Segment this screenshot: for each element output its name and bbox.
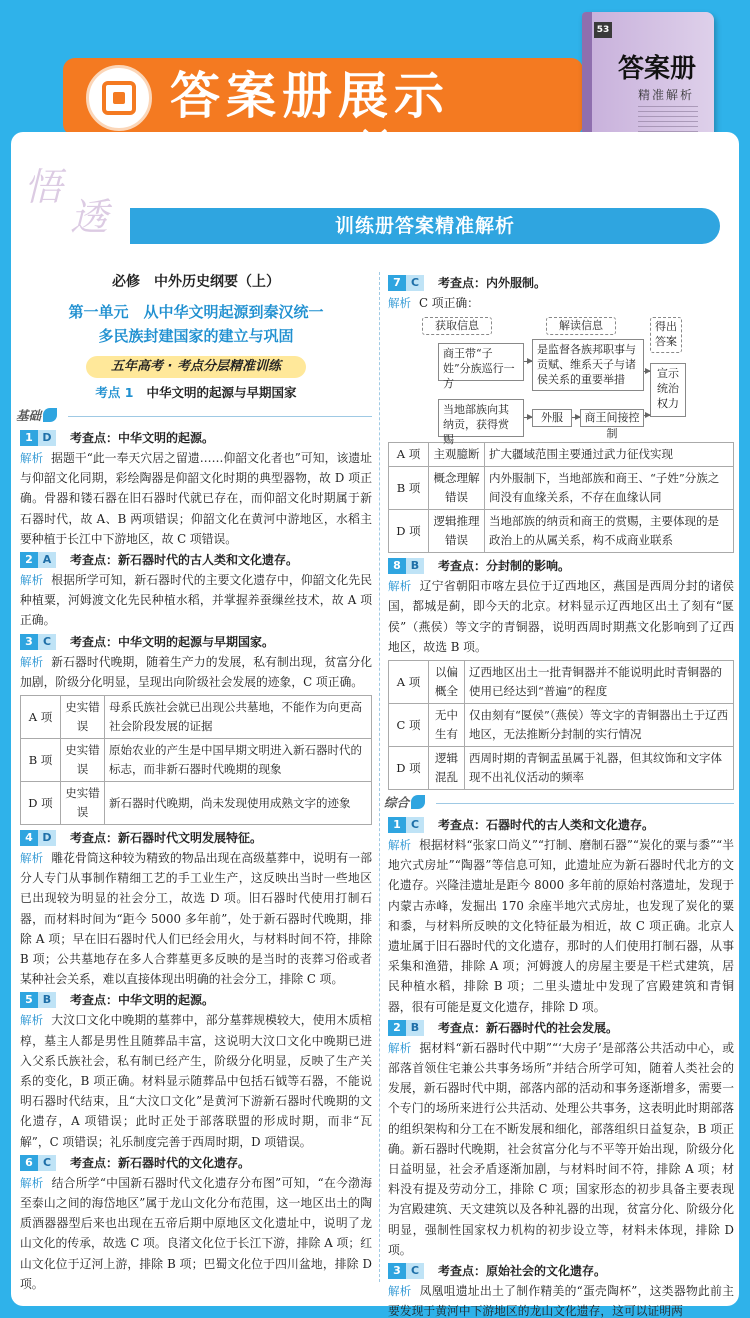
- jiexi-label: 解析: [20, 451, 44, 465]
- explanation: [388, 293, 734, 313]
- explanation-lead: C 项正确：: [419, 296, 479, 310]
- error-type-cell: 无中生有: [429, 704, 465, 747]
- jiexi-label: 解析: [20, 654, 44, 669]
- jiexi-label: 解析: [388, 579, 412, 594]
- table-row: [389, 443, 734, 467]
- error-type-cell: 逻辑混乱: [429, 747, 465, 790]
- kaochadian-label: 考查点：: [70, 1155, 119, 1170]
- table-row: [21, 739, 372, 782]
- explanation-text: 辽宁省朝阳市喀左县位于辽西地区，燕国是西周分封的诸侯国，都城是蓟，即今天的北京。材料显示辽西地区出土了刻有“匽侯”（燕侯）等文字的青铜器，说明西周时期燕文化影响到了辽西地区，故选 B 项。: [388, 579, 734, 654]
- reason-cell: 西周时期的青铜盂虽属于礼器，但其纹饰和文字体现不出礼仪活动的频率: [465, 747, 734, 790]
- explanation: [20, 848, 372, 989]
- question-answer: D: [38, 830, 56, 846]
- zonghe-label: 综合: [384, 795, 410, 811]
- section-bar: [130, 208, 720, 244]
- jiexi-label: 解析: [388, 296, 411, 310]
- error-type-cell: 逻辑推理错误: [429, 510, 485, 553]
- question-point: 原始社会的文化遗存。: [486, 1263, 607, 1278]
- reason-cell: 扩大疆域范围主要通过武力征伐实现: [485, 443, 734, 467]
- reason-cell: 内外服制下，当地部族和商王、“子姓”分族之间没有血缘关系，不存在血缘认同: [485, 467, 734, 510]
- table-row: [21, 782, 372, 825]
- decor-char-1: 悟: [24, 165, 63, 209]
- question-head: [388, 1018, 734, 1038]
- question-point: 石器时代的古人类和文化遗存。: [486, 817, 655, 832]
- explanation-text: 根据材料“张家口尚义”“打制、磨制石器”“炭化的粟与黍”“半地穴式房址”“陶器”等信息可知，此遗址应为新石器时代北方的文化遗存。兴隆洼遗址是距今 8000 多年前的原始村落遗址，发现于内蒙古赤峰，发掘出 170 余座半地穴式房址，也发现了炭化的粟和黍，与材料所反映的文化特征最为相近，故 C 项正确。北京人遗址属于旧石器时代的文化遗存，那时的人们使用打制石器，从事采集和渔猎，排除 A 项；河姆渡人的房屋主要是干栏式建筑，居民种植水稻，排除 B 项；二里头遗址中发现了宫殿建筑和青铜器，很有可能是夏文化遗存，排除 D 项。: [388, 838, 735, 1014]
- question-answer: B: [38, 992, 56, 1008]
- error-type-cell: 概念理解错误: [429, 467, 485, 510]
- option-cell: D 项: [389, 510, 429, 553]
- question-head: [388, 556, 734, 576]
- question-answer: C: [406, 275, 424, 291]
- explanation-text: 结合所学“中国新石器时代文化遗存分布图”可知，“在今渤海至泰山之间的海岱地区”属于龙山文化分布范围，这一地区出土的陶质酒器器型后来也出现在五帝后期中原地区文化遗址中，说明了龙山文化的传承，故选 C 项。良渚文化位于长江下游，排除 A 项；红山文化位于辽河上游，排除 B 项；巴蜀文化位于四川盆地，排除 D 项。: [20, 1175, 372, 1291]
- kaodian-title: 中华文明的起源与早期国家: [146, 385, 297, 400]
- question-point: 中华文明的起源。: [118, 993, 215, 1008]
- option-cell: B 项: [389, 467, 429, 510]
- question-point: 中华文明的起源。: [118, 430, 215, 445]
- info-box-2: 当地部族向其纳贡，获得赏赐: [438, 399, 524, 437]
- section-title: 训练册答案精准解析: [334, 215, 515, 237]
- explanation: [388, 576, 734, 657]
- table-row: [389, 661, 734, 704]
- question-answer: B: [406, 1020, 424, 1036]
- explanation: [20, 448, 372, 549]
- question-number: 1: [388, 817, 406, 833]
- question-head: [20, 990, 372, 1010]
- tag-read-info: 解读信息: [546, 317, 616, 335]
- error-type-cell: 史实错误: [61, 739, 105, 782]
- decor-text: [18, 163, 128, 243]
- error-type-cell: 以偏概全: [429, 661, 465, 704]
- option-table: [20, 695, 372, 825]
- zonghe-bar: [384, 793, 734, 813]
- option-cell: B 项: [21, 739, 61, 782]
- jiexi-label: 解析: [388, 838, 412, 853]
- option-table: [388, 442, 734, 553]
- reason-cell: 仅由刻有“匽侯”（燕侯）等文字的青铜器出土于辽西地区，无法推断分封制的实行情况: [465, 704, 734, 747]
- reason-cell: 原始农业的产生是中国早期文明进入新石器时代的标志，而非新石器时代晚期的现象: [105, 739, 372, 782]
- option-cell: A 项: [21, 696, 61, 739]
- reasoning-diagram: [388, 315, 734, 447]
- arrow-icon: [644, 371, 650, 372]
- kaochadian-label: 考查点：: [70, 552, 119, 567]
- explanation: [20, 570, 372, 631]
- question-point: 内外服制。: [486, 275, 547, 290]
- kaodian-num: 考点 1: [95, 385, 134, 400]
- question-answer: C: [38, 1155, 56, 1171]
- explanation: [20, 652, 372, 692]
- option-cell: A 项: [389, 661, 429, 704]
- jiexi-label: 解析: [388, 1284, 412, 1299]
- jiexi-label: 解析: [20, 1175, 44, 1190]
- question-point: 新石器时代文明发展特征。: [118, 830, 263, 845]
- kaochadian-label: 考查点：: [70, 993, 119, 1008]
- five-year-banner: 五年高考 · 考点分层精准训练: [86, 356, 306, 378]
- table-row: [389, 704, 734, 747]
- question-number: 3: [388, 1263, 406, 1279]
- jiexi-label: 解析: [20, 573, 44, 588]
- error-type-cell: 史实错误: [61, 696, 105, 739]
- question-head: [20, 428, 372, 448]
- banner-title: 答案册展示: [170, 67, 450, 125]
- question-number: 1: [20, 430, 38, 446]
- read-box-1: 是监督各族邦职事与贡赋、维系天子与诸侯关系的重要举措: [532, 339, 644, 391]
- explanation-text: 凤凰咀遗址出土了制作精美的“蛋壳陶杯”，这类器物此前主要发现于黄河中下游地区的龙山文化遗存，这可以证明两: [388, 1284, 734, 1318]
- leaf-icon: [411, 795, 425, 809]
- jichu-label: 基础: [16, 408, 42, 423]
- arrow-icon: [644, 415, 650, 416]
- question-answer: A: [38, 552, 56, 568]
- reason-cell: 母系氏族社会就已出现公共墓地，不能作为向更高社会阶段发展的证据: [105, 696, 372, 739]
- column-divider: [379, 272, 380, 1282]
- tag-get-info: 获取信息: [422, 317, 492, 335]
- question-number: 3: [20, 634, 38, 650]
- book-heading: 必修 中外历史纲要（上）: [112, 274, 280, 290]
- option-cell: D 项: [389, 747, 429, 790]
- question-point: 中华文明的起源与早期国家。: [118, 634, 275, 649]
- kaochadian-label: 考查点：: [70, 430, 119, 445]
- book-title: 答案册: [618, 54, 697, 84]
- question-point: 分封制的影响。: [486, 559, 571, 574]
- question-point: 新石器时代的社会发展。: [486, 1020, 619, 1035]
- question-answer: C: [406, 1263, 424, 1279]
- book-badge: 53: [594, 22, 612, 38]
- mid-box: 外服: [532, 409, 572, 427]
- reason-cell: 当地部族的纳贡和商王的赏赐，主要体现的是政治上的从属关系，构不成商业联系: [485, 510, 734, 553]
- explanation: [388, 1038, 734, 1260]
- explanation: [20, 1173, 372, 1294]
- unit-title-line2: 多民族封建国家的建立与巩固: [98, 327, 294, 345]
- error-type-cell: 主观臆断: [429, 443, 485, 467]
- unit-title-line1: 第一单元 从中华文明起源到秦汉统一: [68, 303, 324, 321]
- table-row: [389, 510, 734, 553]
- question-head: [388, 815, 734, 835]
- question-answer: C: [38, 634, 56, 650]
- reason-cell: 新石器时代晚期，尚未发现使用成熟文字的迹象: [105, 782, 372, 825]
- kaochadian-label: 考查点：: [438, 275, 487, 290]
- table-row: [21, 696, 372, 739]
- option-cell: C 项: [389, 704, 429, 747]
- option-cell: A 项: [389, 443, 429, 467]
- question-point: 新石器时代的文化遗存。: [118, 1155, 251, 1170]
- error-type-cell: 史实错误: [61, 782, 105, 825]
- book-subtitle: 精准解析: [638, 88, 695, 102]
- leaf-icon: [43, 408, 57, 422]
- tag-conclude: 得出答案: [650, 317, 682, 353]
- question-number: 7: [388, 275, 406, 291]
- kaochadian-label: 考查点：: [70, 634, 119, 649]
- right-column: [384, 272, 735, 1318]
- question-number: 6: [20, 1155, 38, 1171]
- reason-cell: 辽西地区出土一批青铜器并不能说明此时青铜器的使用已经达到“普遍”的程度: [465, 661, 734, 704]
- arrow-icon: [524, 361, 532, 362]
- explanation-text: 据材料“新石器时代中期”“‘大房子’是部落公共活动中心，或部落首领住宅兼公共事务场所”并结合所学可知，随着人类社会的发展，新石器时代中期，部落内部的活动和事务逐渐增多，需要一个专门的场所来进行公共活动、处理公共事务，这表明此时期部落的组织架构和分工在不断发展和细化，部落组织日益复杂，B 项正确。新石器时代晚期，社会贫富分化与不平等开始出现，阶级分化日益明显，社会矛盾逐渐加剧，与材料时间不符，排除 A 项；材料没有提及劳动分工，排除 C 项；国家形态的初步具备主要表现为宫殿建筑、天文建筑以及各种礼器的出现，贫富分化、阶级分化明显，强制性国家权力机构的初步设立等，材料未体现，排除 D 项。: [388, 1040, 734, 1257]
- question-number: 2: [20, 552, 38, 568]
- explanation-text: 新石器时代晚期，随着生产力的发展，私有制出现，贫富分化加剧，阶级分化明显，呈现出向阶级社会发展的迹象，C 项正确。: [20, 654, 372, 689]
- question-head: [20, 550, 372, 570]
- arrow-icon: [572, 417, 580, 418]
- question-number: 8: [388, 558, 406, 574]
- explanation: [388, 835, 734, 1017]
- explanation: [388, 1281, 734, 1318]
- explanation: [20, 1010, 372, 1151]
- question-number: 4: [20, 830, 38, 846]
- question-number: 5: [20, 992, 38, 1008]
- explanation-text: 大汶口文化中晚期的墓葬中，部分墓葬规模较大，使用木质棺椁，墓主人都是男性且随葬品丰富，这说明大汶口文化中晚期已进入父系氏族社会，私有制已经产生，阶级分化明显，反映了生产关系的变化，B 项正确。材料显示随葬品中包括石钺等石器，不能说明石器时代结束，且“大汶口文化”是黄河下游新石器时代晚期的文化遗存，A 项错误；此时正处于部落联盟的形成时期，而非“瓦解”，C 项错误；礼乐制度完善于西周时期，D 项错误。: [20, 1013, 372, 1149]
- kaochadian-label: 考查点：: [438, 1263, 487, 1278]
- question-number: 2: [388, 1020, 406, 1036]
- question-head: [20, 632, 372, 652]
- read-box-2: 商王间接控制: [580, 409, 644, 427]
- info-box-1: 商王带“子姓”分族巡行一方: [438, 343, 524, 381]
- table-row: [389, 747, 734, 790]
- question-head: [388, 273, 734, 293]
- question-answer: D: [38, 430, 56, 446]
- kaochadian-label: 考查点：: [70, 830, 119, 845]
- question-answer: C: [406, 817, 424, 833]
- explanation-text: 雕花骨筒这种较为精致的物品出现在高级墓葬中，说明有一部分人专门从事制作精细工艺的手工业生产，这反映出当时一些地区已出现较为明显的社会分工，故选 D 项。旧石器时代使用打制石器，而材料时间为“距今 5000 多年前”，处于新石器时代晚期，排除 A 项；早在旧石器时代人们已经会用火，与材料时间不符，排除 B 项；公共墓地存在多人合葬墓更多反映的是当时的丧葬习俗或者某种社会关系，难以直接体现出明确的社会分工，排除 C 项。: [20, 851, 372, 987]
- option-table: [388, 660, 734, 790]
- decor-char-2: 透: [70, 195, 109, 239]
- kaochadian-label: 考查点：: [438, 817, 487, 832]
- explanation-text: 根据所学可知，新石器时代的主要文化遗存中，仰韶文化先民种植粟，河姆渡文化先民种植水稻，并掌握养蚕缫丝技术，故 A 项正确。: [20, 573, 372, 628]
- option-cell: D 项: [21, 782, 61, 825]
- arrow-icon: [524, 417, 532, 418]
- jichu-bar: [16, 406, 372, 426]
- jiexi-label: 解析: [20, 851, 44, 866]
- explanation-text: 据题干“此一奉天穴居之留遗……仰韶文化者也”可知，该遗址与仰韶文化同期，彩绘陶器是仰韶文化时期的典型器物，故 D 项正确。骨器和镂石器在旧石器时代就已存在，而仰韶文化时期属于新石器时代，故 A、B 两项错误；仰韶文化在黄河中游地区，水稻主要种植于长江中下游地区，故 C 项错误。: [20, 451, 373, 546]
- table-row: [389, 467, 734, 510]
- question-head: [20, 1153, 372, 1173]
- kaodian-heading: [20, 382, 372, 404]
- jiexi-label: 解析: [388, 1040, 412, 1055]
- question-head: [388, 1261, 734, 1281]
- jiexi-label: 解析: [20, 1013, 44, 1028]
- kaochadian-label: 考查点：: [438, 559, 487, 574]
- question-point: 新石器时代的古人类和文化遗存。: [118, 552, 299, 567]
- left-column: [16, 272, 373, 1294]
- logo-icon: [86, 65, 152, 131]
- conclusion-box: 宣示统治权力: [650, 363, 686, 417]
- kaochadian-label: 考查点：: [438, 1020, 487, 1035]
- question-answer: B: [406, 558, 424, 574]
- question-head: [20, 828, 372, 848]
